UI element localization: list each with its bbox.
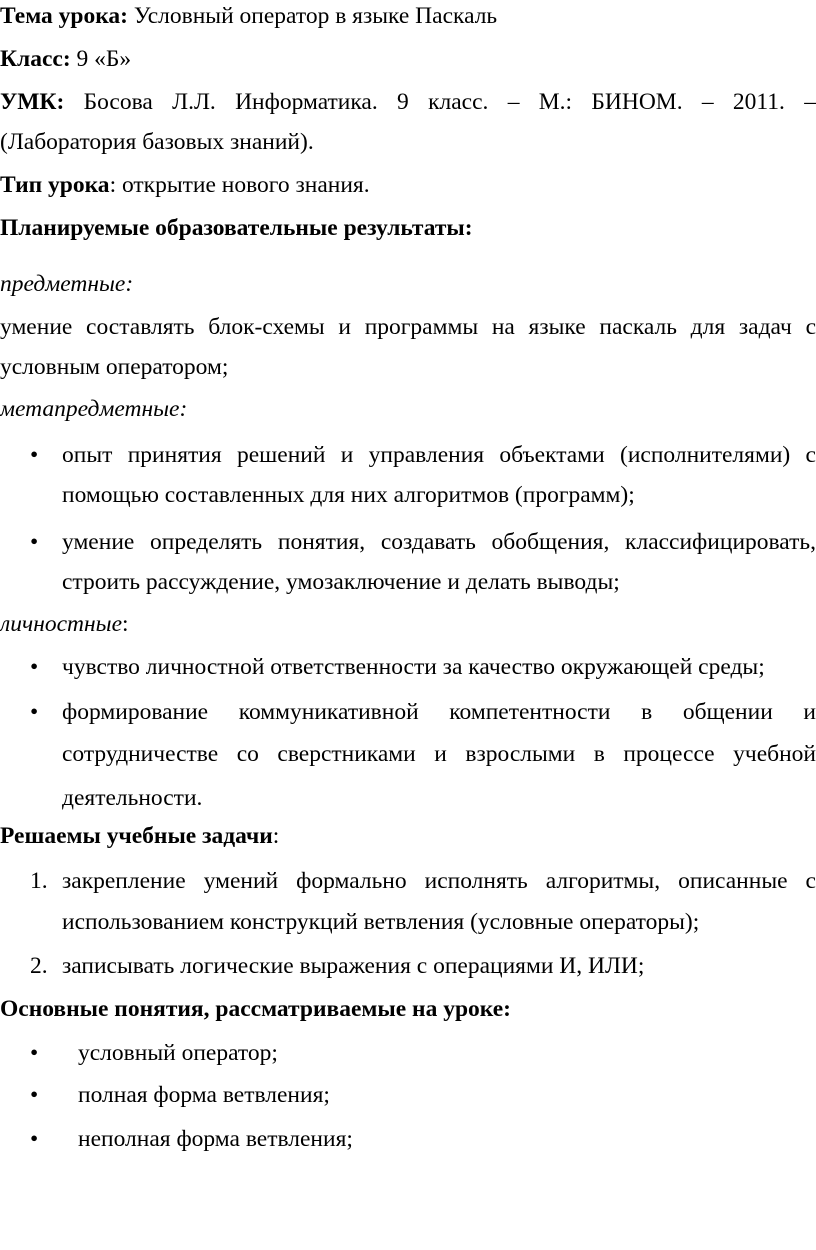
lesson-type-label: Тип урока (0, 172, 110, 198)
tasks-heading (0, 822, 279, 850)
list-item: чувство личностной ответственности за качество окружающей среды; (62, 654, 765, 680)
list-number: 2. (30, 953, 48, 979)
list-item: полная форма ветвления; (78, 1082, 330, 1108)
list-item: неполная форма ветвления; (78, 1126, 353, 1152)
subject-text-cont: условным оператором; (0, 354, 229, 380)
bullet-icon: • (30, 654, 39, 680)
list-item-cont: строить рассуждение, умозаключение и делать выводы; (62, 569, 620, 595)
list-item: умение определять понятия, создавать обобщения, классифицировать, (62, 529, 816, 555)
bullet-icon: • (30, 442, 39, 468)
tasks-label: Решаемы учебные задачи (0, 823, 273, 849)
lesson-type-line (0, 171, 370, 199)
colon: : (272, 823, 280, 849)
planned-results-heading (0, 214, 473, 242)
umk-label: УМК: (0, 89, 65, 115)
umk-line (0, 88, 816, 116)
metasubject-label (0, 395, 187, 423)
concepts-heading (0, 995, 511, 1023)
heading-text: Основные понятия, рассматриваемые на уроке: (0, 996, 511, 1022)
grade-line (0, 45, 131, 73)
subject-label-text: предметные: (0, 271, 134, 297)
grade-value: 9 «Б» (70, 46, 132, 72)
subject-label (0, 270, 133, 298)
list-item: записывать логические выражения с операциями И, ИЛИ; (62, 953, 645, 979)
list-item-cont: сотрудничестве со сверстниками и взрослыми в процессе учебной (62, 741, 816, 767)
list-item-cont: деятельности. (62, 785, 203, 811)
bullet-icon: • (30, 1126, 39, 1152)
bullet-icon: • (30, 699, 39, 725)
list-item: закрепление умений формально исполнять алгоритмы, описанные с (62, 868, 816, 894)
umk-value-cont: (Лаборатория базовых знаний). (0, 129, 314, 155)
umk-value: Босова Л.Л. Информатика. 9 класс. – М.: БИНОМ. – 2011. – (64, 89, 816, 115)
list-item: формирование коммуникативной компетентности в общении и (62, 699, 816, 725)
colon: : (122, 611, 129, 637)
grade-label: Класс: (0, 46, 71, 72)
subject-text: умение составлять блок-схемы и программы на языке паскаль для задач с (0, 314, 816, 340)
topic-value: Условный оператор в языке Паскаль (128, 3, 498, 29)
list-item-cont: помощью составленных для них алгоритмов (программ); (62, 482, 635, 508)
list-item-cont: использованием конструкций ветвления (условные операторы); (62, 909, 700, 935)
bullet-icon: • (30, 1082, 39, 1108)
list-number: 1. (30, 868, 48, 894)
personal-label (0, 610, 129, 638)
bullet-icon: • (30, 529, 39, 555)
heading-text: Планируемые образовательные результаты: (0, 215, 473, 241)
personal-label-text: личностные (0, 611, 123, 637)
topic-line (0, 2, 497, 30)
lesson-type-value: : открытие нового знания. (109, 172, 370, 198)
metasubject-label-text: метапредметные: (0, 396, 188, 422)
bullet-icon: • (30, 1040, 39, 1066)
list-item: условный оператор; (78, 1040, 278, 1066)
list-item: опыт принятия решений и управления объектами (исполнителями) с (62, 442, 816, 468)
topic-label: Тема урока: (0, 3, 129, 29)
